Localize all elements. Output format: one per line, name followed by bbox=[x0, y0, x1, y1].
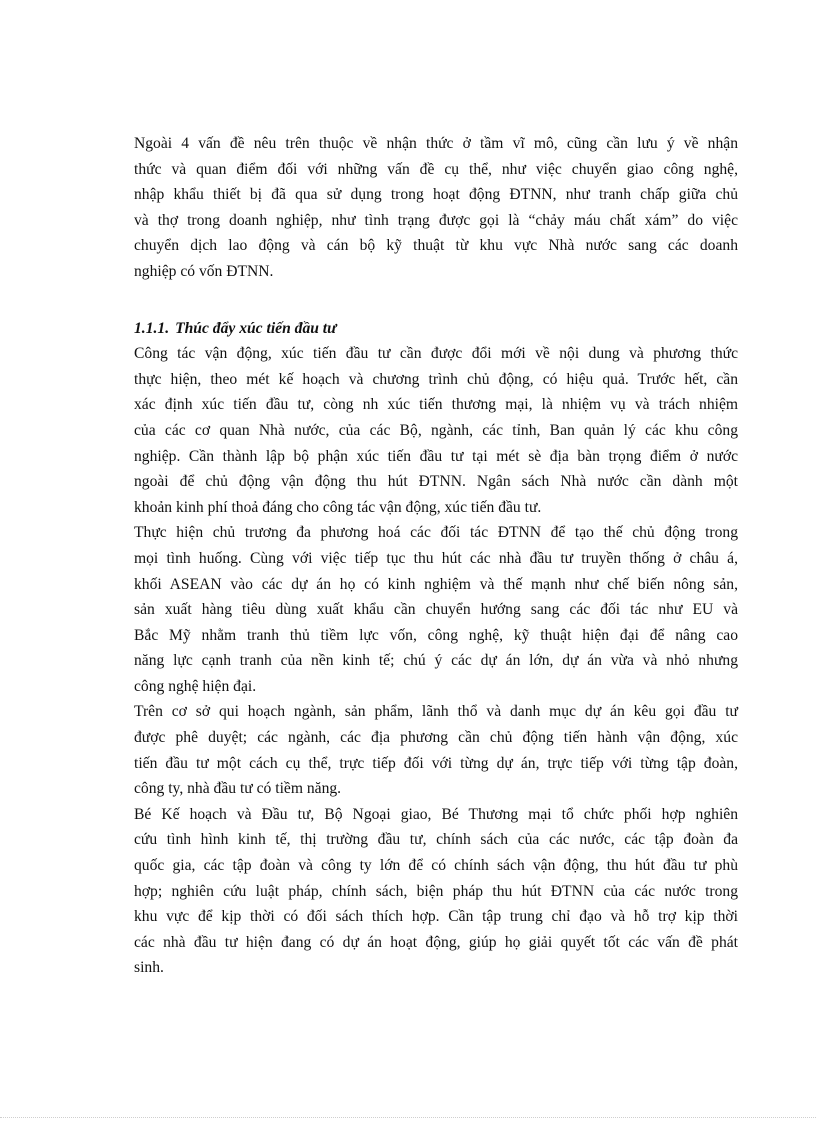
text-line: khoản kinh phí thoả đáng cho công tác vận động, xúc tiến đầu tư. bbox=[134, 498, 542, 516]
text-line: và thợ trong doanh nghiệp, như tình trạng được gọi là “chảy máu chất xám” do việc bbox=[134, 211, 738, 229]
text-line: Trên cơ sở qui hoạch ngành, sản phẩm, lãnh thổ và danh mục dự án kêu gọi đầu tư bbox=[134, 703, 738, 721]
text-line: nhập khẩu thiết bị đã qua sử dụng trong hoạt động ĐTNN, như tranh chấp giữa chủ bbox=[134, 186, 738, 204]
text-line: của các cơ quan Nhà nước, của các Bộ, ngành, các tỉnh, Ban quản lý các khu công bbox=[134, 421, 738, 439]
text-line: hợp; nghiên cứu luật pháp, chính sách, biện pháp thu hút ĐTNN của các nước trong bbox=[134, 882, 738, 900]
text-line: thức và quan điểm đối với những vấn đề cụ thể, như việc chuyển giao công nghệ, bbox=[134, 160, 738, 178]
text-line: Bé Kế hoạch và Đầu tư, Bộ Ngoại giao, Bé Thương mại tổ chức phối hợp nghiên bbox=[134, 805, 738, 823]
text-line: sinh. bbox=[134, 959, 164, 977]
text-line: mọi tình huống. Cùng với việc tiếp tục thu hút các nhà đầu tư truyền thống ở châu á, bbox=[134, 549, 738, 567]
spacer bbox=[134, 285, 738, 310]
page-bottom-rule bbox=[0, 1117, 816, 1118]
paragraph-partners bbox=[134, 520, 738, 699]
section-number: 1.1.1. bbox=[134, 319, 170, 337]
text-line: Ngoài 4 vấn đề nêu trên thuộc về nhận thức ở tầm vĩ mô, cũng cần lưu ý về nhận bbox=[134, 135, 738, 152]
text-line: Công tác vận động, xúc tiến đầu tư cần được đổi mới về nội dung và phương thức bbox=[134, 345, 738, 363]
text-line: công ty, nhà đầu tư có tiềm năng. bbox=[134, 780, 342, 798]
intro-paragraph bbox=[134, 131, 738, 285]
text-line: nghiệp có vốn ĐTNN. bbox=[134, 262, 274, 280]
text-line: xác định xúc tiến đầu tư, còng nh xúc tiến thương mại, là nhiệm vụ và trách nhiệm bbox=[134, 396, 738, 414]
text-line: khu vực để kịp thời có đối sách thích hợp. Cần tập trung chỉ đạo và hỗ trợ kịp thời bbox=[134, 908, 738, 926]
paragraph-promotion bbox=[134, 341, 738, 520]
text-line: tiến đầu tư một cách cụ thể, trực tiếp đối với từng dự án, trực tiếp với từng tập đoàn, bbox=[134, 754, 738, 772]
text-line: chuyển dịch lao động và cán bộ kỹ thuật từ khu vực Nhà nước sang các doanh bbox=[134, 237, 738, 255]
paragraph-ministries bbox=[134, 802, 738, 981]
document-body bbox=[134, 131, 738, 981]
text-line: cứu tình hình kinh tế, thị trường đầu tư, chính sách của các nước, các tập đoàn đa bbox=[134, 831, 738, 849]
text-line: năng lực cạnh tranh của nền kinh tế; chú ý các dự án lớn, dự án vừa và nhỏ nhưng bbox=[134, 652, 738, 670]
text-line: thực hiện, theo mét kế hoạch và chương trình chủ động, có hiệu quả. Trước hết, cần bbox=[134, 370, 738, 388]
section-heading bbox=[134, 316, 738, 342]
paragraph-planning bbox=[134, 699, 738, 801]
text-line: Thực hiện chủ trương đa phương hoá các đối tác ĐTNN để tạo thế chủ động trong bbox=[134, 524, 738, 542]
text-line: sản xuất hàng tiêu dùng xuất khẩu cần chuyển hướng sang các đối tác như EU và bbox=[134, 601, 738, 619]
text-line: quốc gia, các tập đoàn và công ty lớn để có chính sách vận động, thu hút đầu tư phù bbox=[134, 857, 738, 875]
text-line: ngoài để chủ động vận động thu hút ĐTNN. Ngân sách Nhà nước cần dành một bbox=[134, 473, 738, 491]
text-line: nghiệp. Cần thành lập bộ phận xúc tiến đầu tư tại mét sè địa bàn trọng điểm ở nước bbox=[134, 447, 738, 465]
text-line: công nghệ hiện đại. bbox=[134, 677, 257, 695]
text-line: các nhà đầu tư hiện đang có dự án hoạt động, giúp họ giải quyết tốt các vấn đề phát bbox=[134, 933, 738, 951]
text-line: được phê duyệt; các ngành, các địa phương cần chủ động tiến hành vận động, xúc bbox=[134, 729, 738, 747]
section-title: Thúc đẩy xúc tiến đầu tư bbox=[175, 319, 337, 337]
text-line: khối ASEAN vào các dự án họ có kinh nghiệm và thế mạnh như chế biến nông sản, bbox=[134, 575, 738, 593]
text-line: Bắc Mỹ nhằm tranh thủ tiềm lực vốn, công nghệ, kỹ thuật hiện đại để nâng cao bbox=[134, 626, 738, 644]
